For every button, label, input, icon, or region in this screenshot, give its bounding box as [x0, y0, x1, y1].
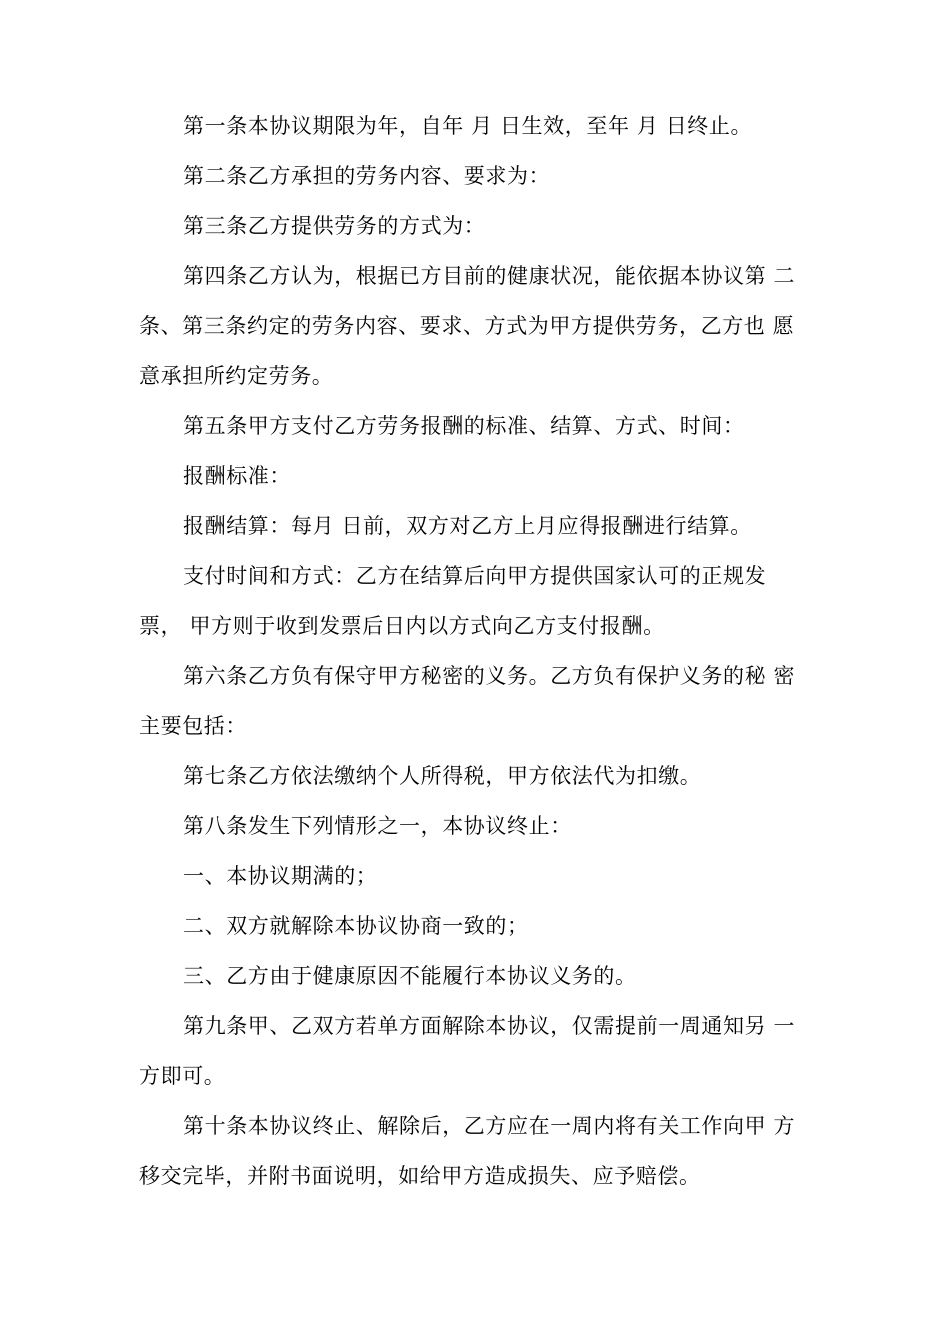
remuneration-settlement-line: 报酬结算：每月 日前，双方对乙方上月应得报酬进行结算。 [183, 514, 752, 538]
clause-4-line-3: 意承担所约定劳务。 [139, 364, 334, 388]
clause-3-line: 第三条乙方提供劳务的方式为： [183, 214, 486, 238]
clause-10-line-1: 第十条本协议终止、解除后，乙方应在一周内将有关工作向甲 方 [183, 1114, 796, 1138]
remuneration-standard-line: 报酬标准： [183, 464, 291, 488]
clause-4-line-2: 条、第三条约定的劳务内容、要求、方式为甲方提供劳务，乙方也 愿 [139, 314, 795, 338]
clause-1-line: 第一条本协议期限为年，自年 月 日生效，至年 月 日终止。 [183, 114, 753, 138]
clause-8-line: 第八条发生下列情形之一，本协议终止： [183, 814, 572, 838]
payment-method-line-1: 支付时间和方式：乙方在结算后向甲方提供国家认可的正规发 [183, 564, 767, 588]
clause-10-line-2: 移交完毕，并附书面说明，如给甲方造成损失、应予赔偿。 [139, 1164, 701, 1188]
clause-5-line: 第五条甲方支付乙方劳务报酬的标准、结算、方式、时间： [183, 414, 745, 438]
clause-2-line: 第二条乙方承担的劳务内容、要求为： [183, 164, 551, 188]
clause-8-item-1: 一、本协议期满的； [183, 864, 378, 888]
clause-8-item-2: 二、双方就解除本协议协商一致的； [183, 914, 529, 938]
clause-9-line-1: 第九条甲、乙双方若单方面解除本协议，仅需提前一周通知另 一 [183, 1014, 796, 1038]
clause-4-line-1: 第四条乙方认为，根据已方目前的健康状况，能依据本协议第 二 [183, 264, 796, 288]
clause-6-line-2: 主要包括： [139, 714, 247, 738]
clause-8-item-3: 三、乙方由于健康原因不能履行本协议义务的。 [183, 964, 637, 988]
payment-method-line-2: 票， 甲方则于收到发票后日内以方式向乙方支付报酬。 [139, 614, 665, 638]
clause-9-line-2: 方即可。 [139, 1064, 226, 1088]
clause-6-line-1: 第六条乙方负有保守甲方秘密的义务。乙方负有保护义务的秘 密 [183, 664, 796, 688]
clause-7-line: 第七条乙方依法缴纳个人所得税，甲方依法代为扣缴。 [183, 764, 702, 788]
